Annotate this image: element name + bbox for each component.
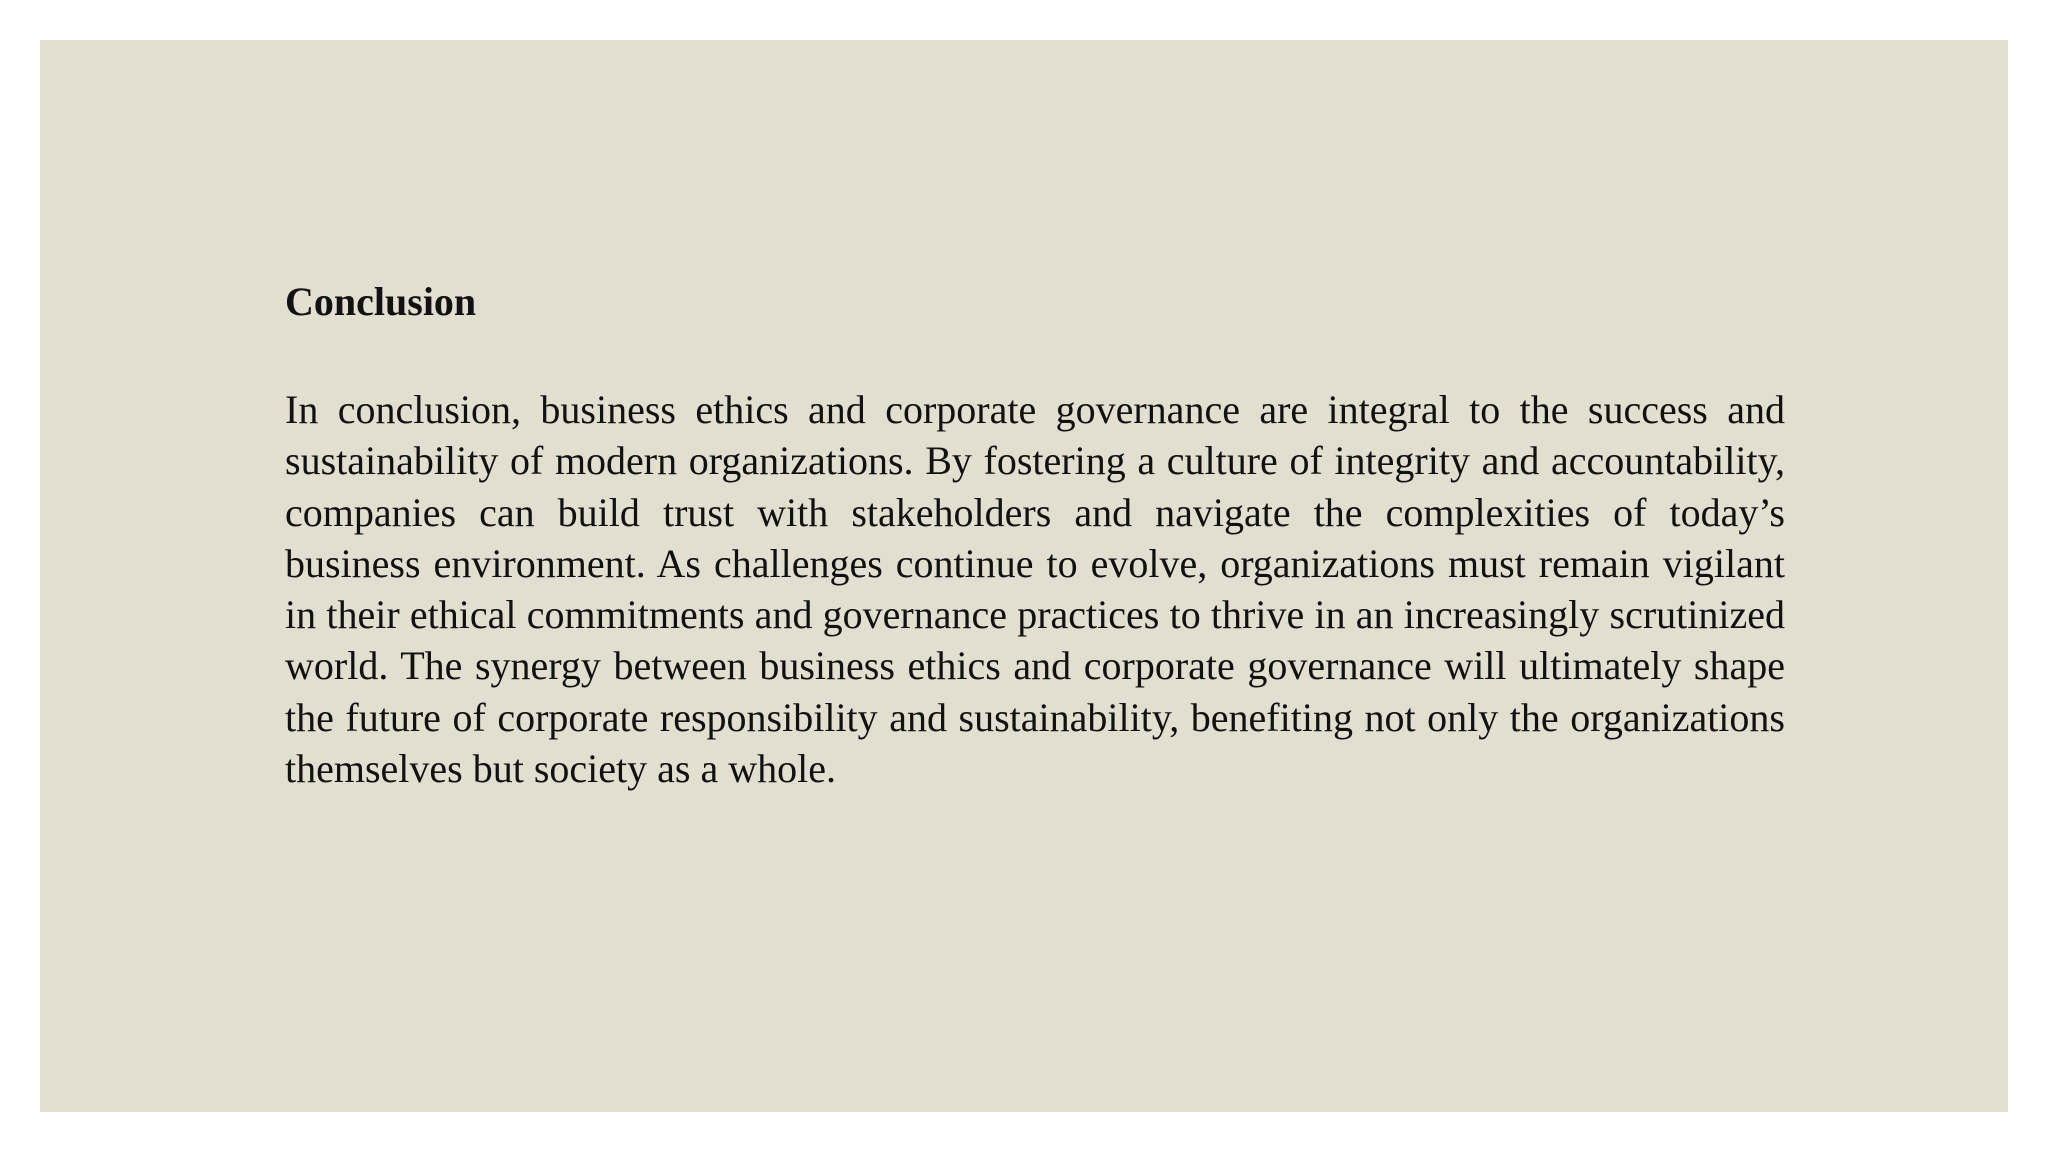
slide-body-text: In conclusion, business ethics and corporate governance are integral to the success and sustainability of modern organizations. By fostering a culture of integrity and accountability, companies can build trust with stakeholders and navigate the complexities of today’s business environment. As challenges continue to evolve, organizations must remain vigilant in their ethical commitments and governance practices to thrive in an increasingly scrutinized world. The synergy between business ethics and corporate governance will ultimately shape the future of corporate responsibility and sustainability, benefiting not only the organizations themselves but society as a whole.: [285, 387, 1785, 792]
slide: [40, 40, 2008, 1112]
slide-content: [285, 278, 1785, 794]
slide-heading: Conclusion: [285, 279, 477, 324]
